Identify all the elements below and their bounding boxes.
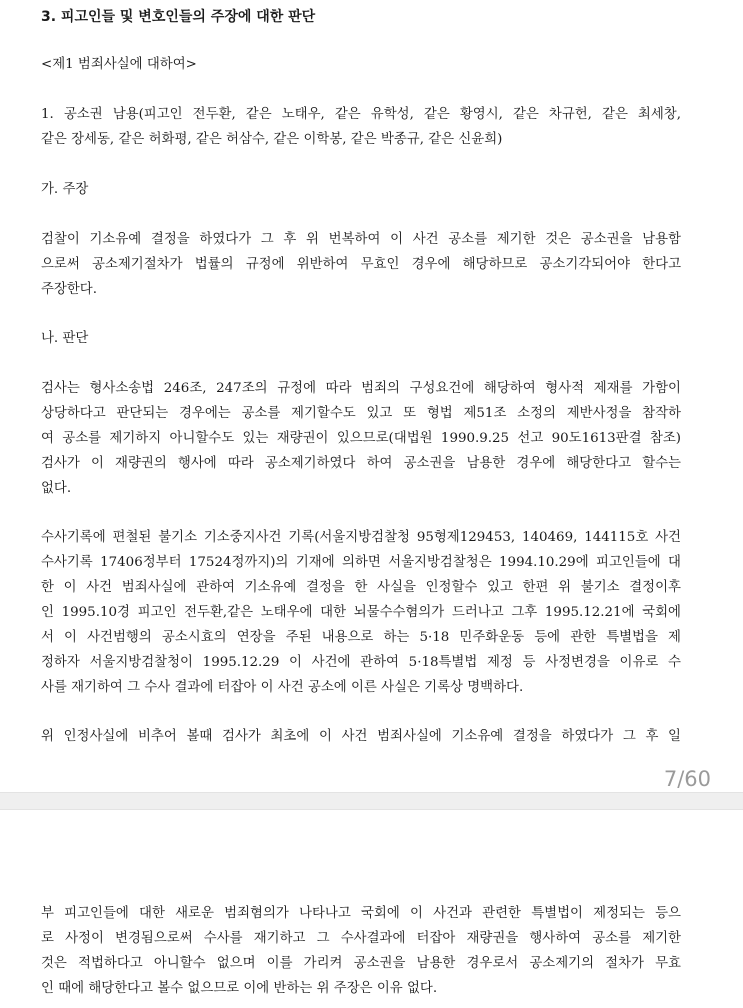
judgment-paragraph-line: 검사는 형사소송법 246조, 247조의 규정에 따라 범죄의 구성요건에 해당하여 형사적 제재를 가함이 [41, 381, 681, 396]
judgment-paragraph-line: 인 1995.10경 피고인 전두환,같은 노태우에 대한 뇌물수수혐의가 드러나고 그후 1995.12.21에 국회에 [41, 605, 681, 620]
page-number: 7/60 [663, 767, 711, 791]
judgment-paragraph-line: 여 공소를 제기하지 아니할수도 있는 재량권이 있으므로(대법원 1990.9.25 선고 90도1613판결 참조) [41, 431, 681, 446]
section-heading: 3. 피고인들 및 변호인들의 주장에 대한 판단 [41, 9, 316, 25]
claim-paragraph-line: 으로써 공소제기절차가 법률의 규정에 위반하여 무효인 경우에 해당하므로 공소기각되어야 한다고 [41, 257, 681, 272]
item-1-line: 1. 공소권 남용(피고인 전두환, 같은 노태우, 같은 유학성, 같은 황영시, 같은 차규헌, 같은 최세창, [41, 107, 681, 122]
claim-heading: 가. 주장 [41, 182, 89, 197]
judgment-paragraph-line: 사를 재기하여 그 수사 결과에 터잡아 이 사건 공소에 이른 사실은 기록상 명백하다. [41, 680, 524, 695]
claim-paragraph-line: 검찰이 기소유예 결정을 하였다가 그 후 위 번복하여 이 사건 공소를 제기한 것은 공소권을 남용함 [41, 232, 681, 247]
judgment-paragraph-line: 정하자 서울지방검찰청이 1995.12.29 이 사건에 관하여 5·18특별법 제정 등 사정변경을 이유로 수 [41, 655, 681, 670]
judgment-paragraph-line: 수사기록 17406정부터 17524정까지)의 기재에 의하면 서울지방검찰청은 1994.10.29에 피고인들에 대 [41, 555, 681, 570]
judgment-paragraph-line: 상당하다고 판단되는 경우에는 공소를 제기할수도 있고 또 형법 제51조 소정의 제반사정을 참작하 [41, 406, 681, 421]
judgment-paragraph-line: 것은 적법하다고 아니할수 없으며 이를 가리켜 공소권을 남용한 경우로서 공소제기의 절차가 무효 [41, 956, 681, 971]
judgment-paragraph-line: 한 이 사건 범죄사실에 관하여 기소유예 결정을 한 사실을 인정할수 있고 한편 위 불기소 결정이후 [41, 580, 681, 595]
judgment-heading: 나. 판단 [41, 331, 89, 346]
judgment-paragraph-line: 수사기록에 편철된 불기소 기소중지사건 기록(서울지방검찰청 95형제129453, 140469, 144115호 사건 [41, 530, 681, 545]
judgment-paragraph-line: 로 사정이 변경됨으로써 수사를 재기하고 그 수사결과에 터잡아 재량권을 행사하여 공소를 제기한 [41, 931, 681, 946]
claim-paragraph-line: 주장한다. [41, 282, 97, 297]
judgment-paragraph-line: 검사가 이 재량권의 행사에 따라 공소제기하였다 하여 공소권을 남용한 경우에 해당한다고 할수는 [41, 456, 681, 471]
judgment-paragraph-line: 위 인정사실에 비추어 볼때 검사가 최초에 이 사건 범죄사실에 기소유예 결정을 하였다가 그 후 일 [41, 729, 681, 744]
page-separator [0, 792, 743, 810]
judgment-paragraph-line: 인 때에 해당한다고 볼수 없으므로 이에 반하는 위 주장은 이유 없다. [41, 981, 438, 996]
judgment-paragraph-line: 부 피고인들에 대한 새로운 범죄혐의가 나타나고 국회에 이 사건과 관련한 특별법이 제정되는 등으 [41, 906, 681, 921]
subsection-heading: <제1 범죄사실에 대하여> [41, 57, 197, 72]
document-page-8 [0, 810, 743, 1008]
judgment-paragraph-line: 서 이 사건범행의 공소시효의 연장을 주된 내용으로 하는 5·18 민주화운동 등에 관한 특별법을 제 [41, 630, 681, 645]
item-1-line: 같은 장세동, 같은 허화평, 같은 허삼수, 같은 이학봉, 같은 박종규, 같은 신윤희) [41, 132, 503, 147]
judgment-paragraph-line: 없다. [41, 481, 72, 496]
